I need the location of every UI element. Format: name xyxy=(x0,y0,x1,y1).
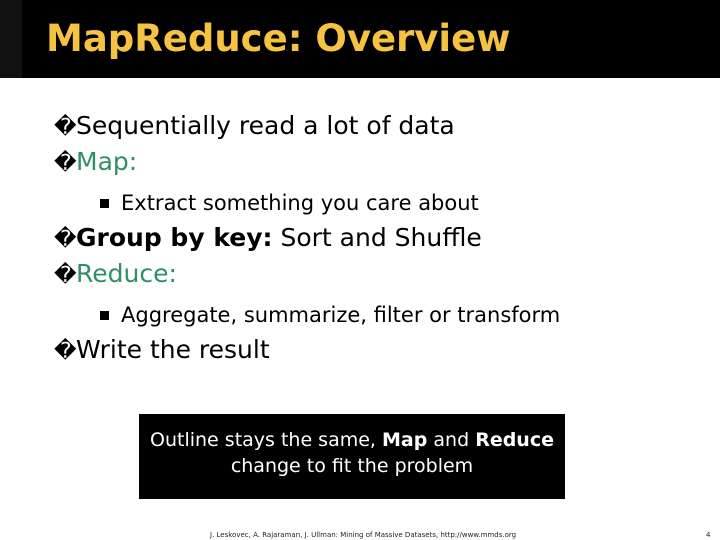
slide-title: MapReduce: Overview xyxy=(46,17,511,60)
callout-line-2: change to fit the problem xyxy=(230,454,474,477)
bullet-1 xyxy=(54,113,694,149)
sub-bullet-1-text: Extract something you care about xyxy=(121,191,479,215)
callout-text-a: Outline stays the same, xyxy=(150,429,383,451)
square-bullet-icon xyxy=(100,311,109,320)
callout-text-c: and xyxy=(427,429,476,451)
title-accent xyxy=(0,0,22,78)
bullet-glyph: � xyxy=(54,263,77,288)
bullet-5-text: Write the result xyxy=(76,335,270,364)
bullet-3-text: Sort and Shuffle xyxy=(272,223,482,252)
bullet-glyph: � xyxy=(54,227,77,252)
bullet-5 xyxy=(54,337,694,373)
bullet-glyph: � xyxy=(54,339,77,364)
bullet-4-text: Reduce: xyxy=(76,259,177,288)
bullet-1-text: Sequentially read a lot of data xyxy=(76,111,455,140)
page-number: 4 xyxy=(706,531,711,539)
callout-reduce: Reduce xyxy=(475,429,554,451)
bullet-list xyxy=(54,113,694,373)
bullet-glyph: � xyxy=(54,115,77,140)
callout-line-1 xyxy=(139,428,565,454)
footer-citation: J. Leskovec, A. Rajaraman, J. Ullman: Mining of Massive Datasets, http://www.mmds.org xyxy=(210,531,517,539)
sub-bullet-2-text: Aggregate, summarize, filter or transform xyxy=(121,303,561,327)
bullet-2-text: Map: xyxy=(76,147,138,176)
bullet-3-label: Group by key: xyxy=(76,223,273,252)
sub-bullet-2 xyxy=(54,297,694,337)
callout-box xyxy=(139,414,565,499)
bullet-2 xyxy=(54,149,694,185)
bullet-glyph: � xyxy=(54,151,77,176)
callout-map: Map xyxy=(382,429,428,451)
square-bullet-icon xyxy=(100,199,109,208)
bullet-4 xyxy=(54,261,694,297)
bullet-3 xyxy=(54,225,694,261)
sub-bullet-1 xyxy=(54,185,694,225)
title-bar xyxy=(0,0,720,78)
